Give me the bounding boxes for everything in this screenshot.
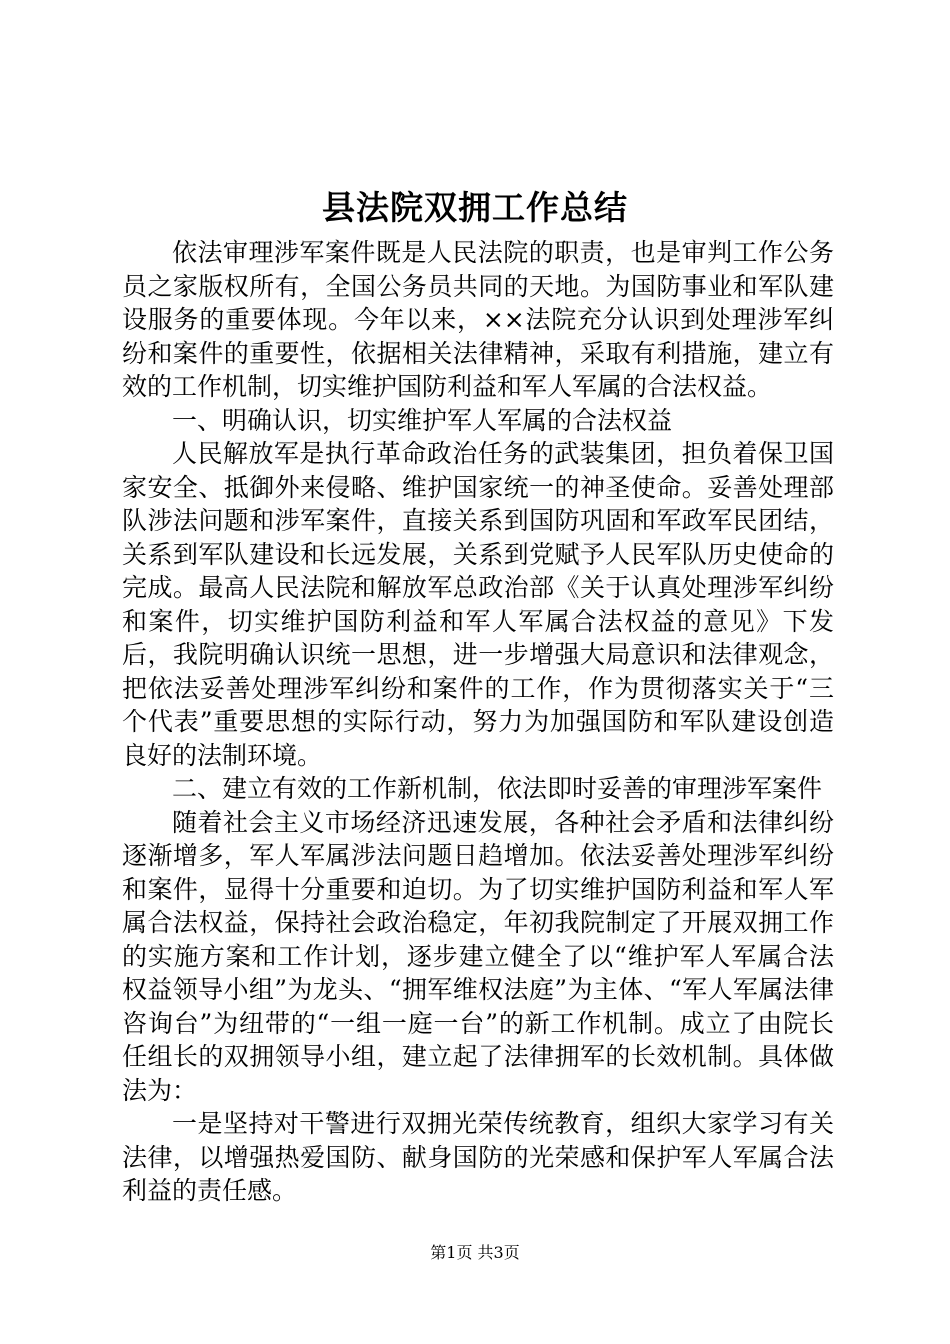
paragraph-section-2: 随着社会主义市场经济迅速发展，各种社会矛盾和法律纠纷逐渐增多，军人军属涉法问题日趋增加。依法妥善处理涉军纠纷和案件，显得十分重要和迫切。为了切实维护国防利益和军人军属合法权益，保持社会政治稳定，年初我院制定了开展双拥工作的实施方案和工作计划，逐步建立健全了以“维护军人军属合法权益领导小组”为龙头、“拥军维权法庭”为主体、“军人军属法律咨询台”为纽带的“一组一庭一台”的新工作机制。成立了由院长任组长的双拥领导小组，建立起了法律拥军的长效机制。具体做法为： xyxy=(122,807,834,1105)
paragraph-intro: 依法审理涉军案件既是人民法院的职责，也是审判工作公务员之家版权所有，全国公务员共同的天地。为国防事业和军队建设服务的重要体现。今年以来，××法院充分认识到处理涉军纠纷和案件的重要性，依据相关法律精神，采取有利措施，建立有效的工作机制，切实维护国防利益和军人军属的合法权益。 xyxy=(122,238,834,401)
page-footer: 第1页 共3页 xyxy=(430,1243,520,1262)
section-heading-1: 一、明确认识，切实维护军人军属的合法权益 xyxy=(172,405,673,435)
paragraph-section-1: 人民解放军是执行革命政治任务的武装集团，担负着保卫国家安全、抵御外来侵略、维护国家统一的神圣使命。妥善处理部队涉法问题和涉军案件，直接关系到国防巩固和军政军民团结，关系到军队建设和长远发展，关系到党赋予人民军队历史使命的完成。最高人民法院和解放军总政治部《关于认真处理涉军纠纷和案件，切实维护国防利益和军人军属合法权益的意见》下发后，我院明确认识统一思想，进一步增强大局意识和法律观念，把依法妥善处理涉军纠纷和案件的工作，作为贯彻落实关于“三个代表”重要思想的实际行动，努力为加强国防和军队建设创造良好的法制环境。 xyxy=(122,439,834,770)
document-title: 县法院双拥工作总结 xyxy=(322,188,628,227)
document-body xyxy=(122,236,834,1208)
paragraph-measure-1: 一是坚持对干警进行双拥光荣传统教育，组织大家学习有关法律，以增强热爱国防、献身国防的光荣感和保护军人军属合法利益的责任感。 xyxy=(122,1109,834,1205)
section-heading-2: 二、建立有效的工作新机制，依法即时妥善的审理涉军案件 xyxy=(172,774,823,803)
